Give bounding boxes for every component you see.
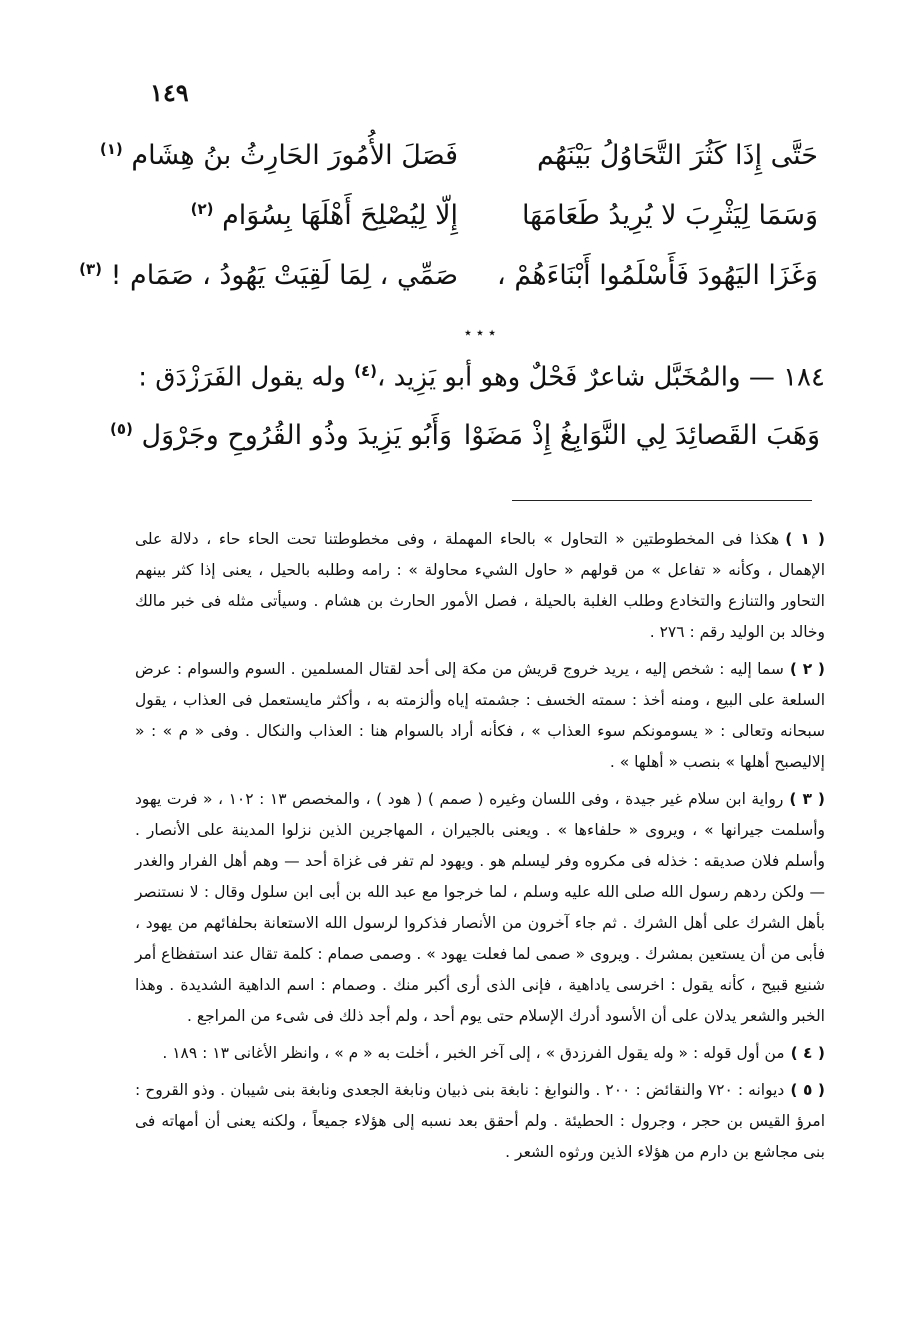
- verse-first-hemistich: وَسَمَا لِيَثْرِبَ لا يُرِيدُ طَعَامَهَا: [521, 200, 818, 231]
- footnote-separator: [512, 500, 812, 501]
- footnote-number: ( ٤ ): [790, 1044, 825, 1062]
- footnote: [135, 784, 825, 1032]
- footnote: [135, 654, 825, 778]
- verse-line: [99, 140, 818, 200]
- page-number: ١٤٩: [150, 78, 189, 107]
- hemistich-text: إِلّا لِيُصْلِحَ أَهْلَهَا بِسُوَام: [222, 200, 458, 231]
- entry-text-continued: وله يقول الفَرَزْدَق :: [138, 362, 355, 393]
- footnote: [135, 524, 825, 648]
- verse-first-hemistich: وَغَزَا اليَهُودَ فَأَسْلَمُوا أَبْنَاءَهُمْ ،: [497, 260, 818, 291]
- verse-first-hemistich: وَهَبَ القَصائِدَ لِي النَّوَابِغُ إِذْ مَضَوْا: [463, 420, 820, 451]
- footnote-text: هكذا فى المخطوطتين « التحاول » بالحاء المهملة ، وفى مخطوطتنا تحت الحاء حاء ، دلالة على الإهمال ، وكأنه « تفاعل » من قولهم « حاول الشيء محاولة » : رامه وطلبه بالحيل ، يعنى إذا كثر بينهم التحاور والتنازع والتخادع وطلب الغلبة بالحيلة ، فصل الأمور الحارث بن هشام . وسيأتى مثله فى خبر مالك وخالد بن الوليد رقم : ٢٧٦ .: [135, 530, 825, 641]
- footnote-marker: (٥): [110, 420, 133, 438]
- footnote-number: ( ١ ): [785, 530, 825, 548]
- footnote-text: سما إليه : شخص إليه ، يريد خروج قريش من مكة إلى أحد لقتال المسلمين . السوم والسوام : عرض السلعة على البيع ، ومنه أخذ : سمته الخسف : جشمته إياه وألزمته به ، وأكثر مايستعمل فى العذاب ، يقول سبحانه وتعالى : « يسومونكم سوء العذاب » ، فكأنه أراد بالسوام هنا : العذاب والنكال . وفى « م » : « إلاليصبح أهلها » بنصب « أهلها » .: [135, 660, 825, 771]
- footnote-text: رواية ابن سلام غير جيدة ، وفى اللسان وغيره ( صمم ) ( هود ) ، والمخصص ١٣ : ١٠٢ ، « فرت يهود وأسلمت جيرانها » ، ويروى « حلفاءها » . ويعنى بالجيران ، المهاجرين الذين نزلوا المدينة على الأنصار . وأسلم فلان صديقه : خذله فى مكروه وفر ليسلم هو . ويهود لم تفر فى غزاة أحد — وهم أهل الفرار والغدر — ولكن ردهم رسول الله صلى الله عليه وسلم ، لما خرجوا مع عبد الله بن أبى ابن سلول وقال : لا نستنصر بأهل الشرك على أهل الشرك . ثم جاء آخرون من الأنصار فذكروا لرسول الله الاستعانة بحلفائهم من يهود ، فأبى من أن يستعين بمشرك . ويروى « صمى لما فعلت يهود » . وصمى صمام : كلمة تقال عند استفظاع أمر شنيع قبيح ، كأنه يقول : اخرسى ياداهية ، فإنى الذى أرى أكبر منك . وصمام : اسم الداهية الشديدة . وهذا الخبر والشعر يدلان على أن الأسود أدرك الإسلام حتى يوم أحد ، ولم أجد ذلك فى شىء من المراجع .: [135, 790, 825, 1025]
- footnote: [135, 1038, 825, 1069]
- footnote-marker: (٤): [354, 362, 377, 380]
- footnote-marker: (١): [99, 140, 123, 158]
- footnote-number: ( ٣ ): [789, 790, 826, 808]
- footnote-text: ديوانه : ٧٢٠ والنقائض : ٢٠٠ . والنوابغ : نابغة بنى ذبيان ونابغة الجعدى ونابغة بنى شيبان . وذو القروح : امرؤ القيس بن حجر ، وجرول : الحطيئة . ولم أحقق بعد نسبه إلى هؤلاء جميعاً ، ولكنه يعنى أن أمهاته فى بنى مجاشع بن دارم من هؤلاء الذين ورثوه الشعر .: [135, 1081, 825, 1161]
- verse-first-hemistich: حَتَّى إِذَا كَثُرَ التَّحَاوُلُ بَيْنَهُم: [536, 140, 818, 171]
- verse-second-hemistich: [79, 260, 458, 291]
- verse-line: [79, 260, 818, 320]
- verse-second-hemistich: [99, 140, 458, 171]
- entry-text: ١٨٤ — والمُخَبَّل شاعرٌ فَحْلٌ وهو أبو يَزِيد ،: [377, 362, 825, 393]
- footnote-marker: (٢): [190, 200, 214, 218]
- footnotes: [135, 524, 825, 1174]
- verse-second-hemistich: [110, 420, 452, 451]
- hemistich-text: فَصَلَ الأُمُورَ الحَارِثُ بنُ هِشَام: [131, 140, 458, 171]
- verse-line: [118, 200, 818, 260]
- poem-verses: [79, 140, 818, 320]
- footnote-number: ( ٥ ): [790, 1081, 826, 1099]
- verse-line: [110, 420, 820, 451]
- footnote-marker: (٣): [79, 260, 103, 278]
- section-asterism: ٭ ٭ ٭: [464, 325, 496, 341]
- hemistich-text: وَأَبُو يَزِيدَ وذُو القُرُوحِ وجَرْوَل: [141, 420, 453, 451]
- footnote: [135, 1075, 825, 1168]
- entry-heading: [105, 362, 825, 393]
- footnote-text: من أول قوله : « وله يقول الفرزدق » ، إلى آخر الخبر ، أخلت به « م » ، وانظر الأغانى ١٣ : ١٨٩ .: [162, 1044, 785, 1062]
- verse-second-hemistich: [118, 200, 458, 231]
- footnote-number: ( ٢ ): [789, 660, 826, 678]
- hemistich-text: صَمِّي ، لِمَا لَقِيَتْ يَهُودُ ، صَمَام !: [110, 260, 458, 291]
